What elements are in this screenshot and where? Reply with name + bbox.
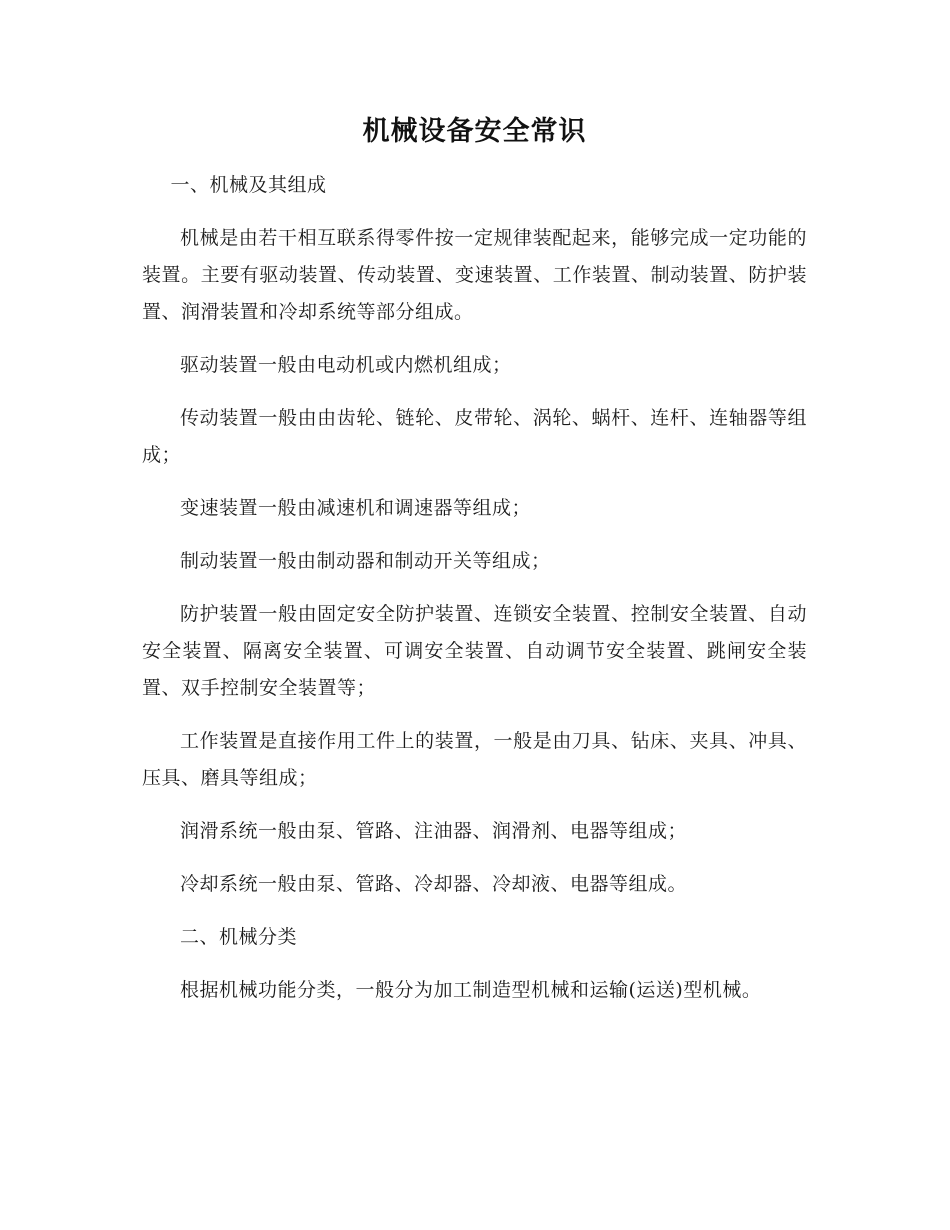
paragraph-transmission-device: 传动装置一般由由齿轮、链轮、皮带轮、涡轮、蜗杆、连杆、连轴器等组成； bbox=[142, 407, 807, 466]
paragraph-speed-change-device: 变速装置一般由减速机和调速器等组成； bbox=[180, 497, 532, 519]
paragraph-working-device: 工作装置是直接作用工件上的装置，一般是由刀具、钻床、夹具、冲具、压具、磨具等组成； bbox=[142, 730, 807, 789]
document-page bbox=[142, 0, 807, 1230]
paragraph-machine-definition: 机械是由若干相互联系得零件按一定规律装配起来，能够完成一定功能的装置。主要有驱动装置、传动装置、变速装置、工作装置、制动装置、防护装置、润滑装置和冷却系统等部分组成。 bbox=[142, 227, 807, 323]
section-heading-1: 一、机械及其组成 bbox=[170, 174, 327, 196]
paragraph-classification: 根据机械功能分类，一般分为加工制造型机械和运输(运送)型机械。 bbox=[180, 979, 762, 1001]
paragraph-lubrication-system: 润滑系统一般由泵、管路、注油器、润滑剂、电器等组成； bbox=[180, 820, 688, 842]
paragraph-drive-device: 驱动装置一般由电动机或内燃机组成； bbox=[180, 354, 512, 376]
document-title: 机械设备安全常识 bbox=[362, 116, 587, 147]
paragraph-protection-device: 防护装置一般由固定安全防护装置、连锁安全装置、控制安全装置、自动安全装置、隔离安全装置、可调安全装置、自动调节安全装置、跳闸安全装置、双手控制安全装置等； bbox=[142, 603, 807, 699]
document-body bbox=[142, 167, 807, 1025]
section-heading-2: 二、机械分类 bbox=[180, 926, 298, 948]
paragraph-brake-device: 制动装置一般由制动器和制动开关等组成； bbox=[180, 550, 551, 572]
paragraph-cooling-system: 冷却系统一般由泵、管路、冷却器、冷却液、电器等组成。 bbox=[180, 873, 688, 895]
